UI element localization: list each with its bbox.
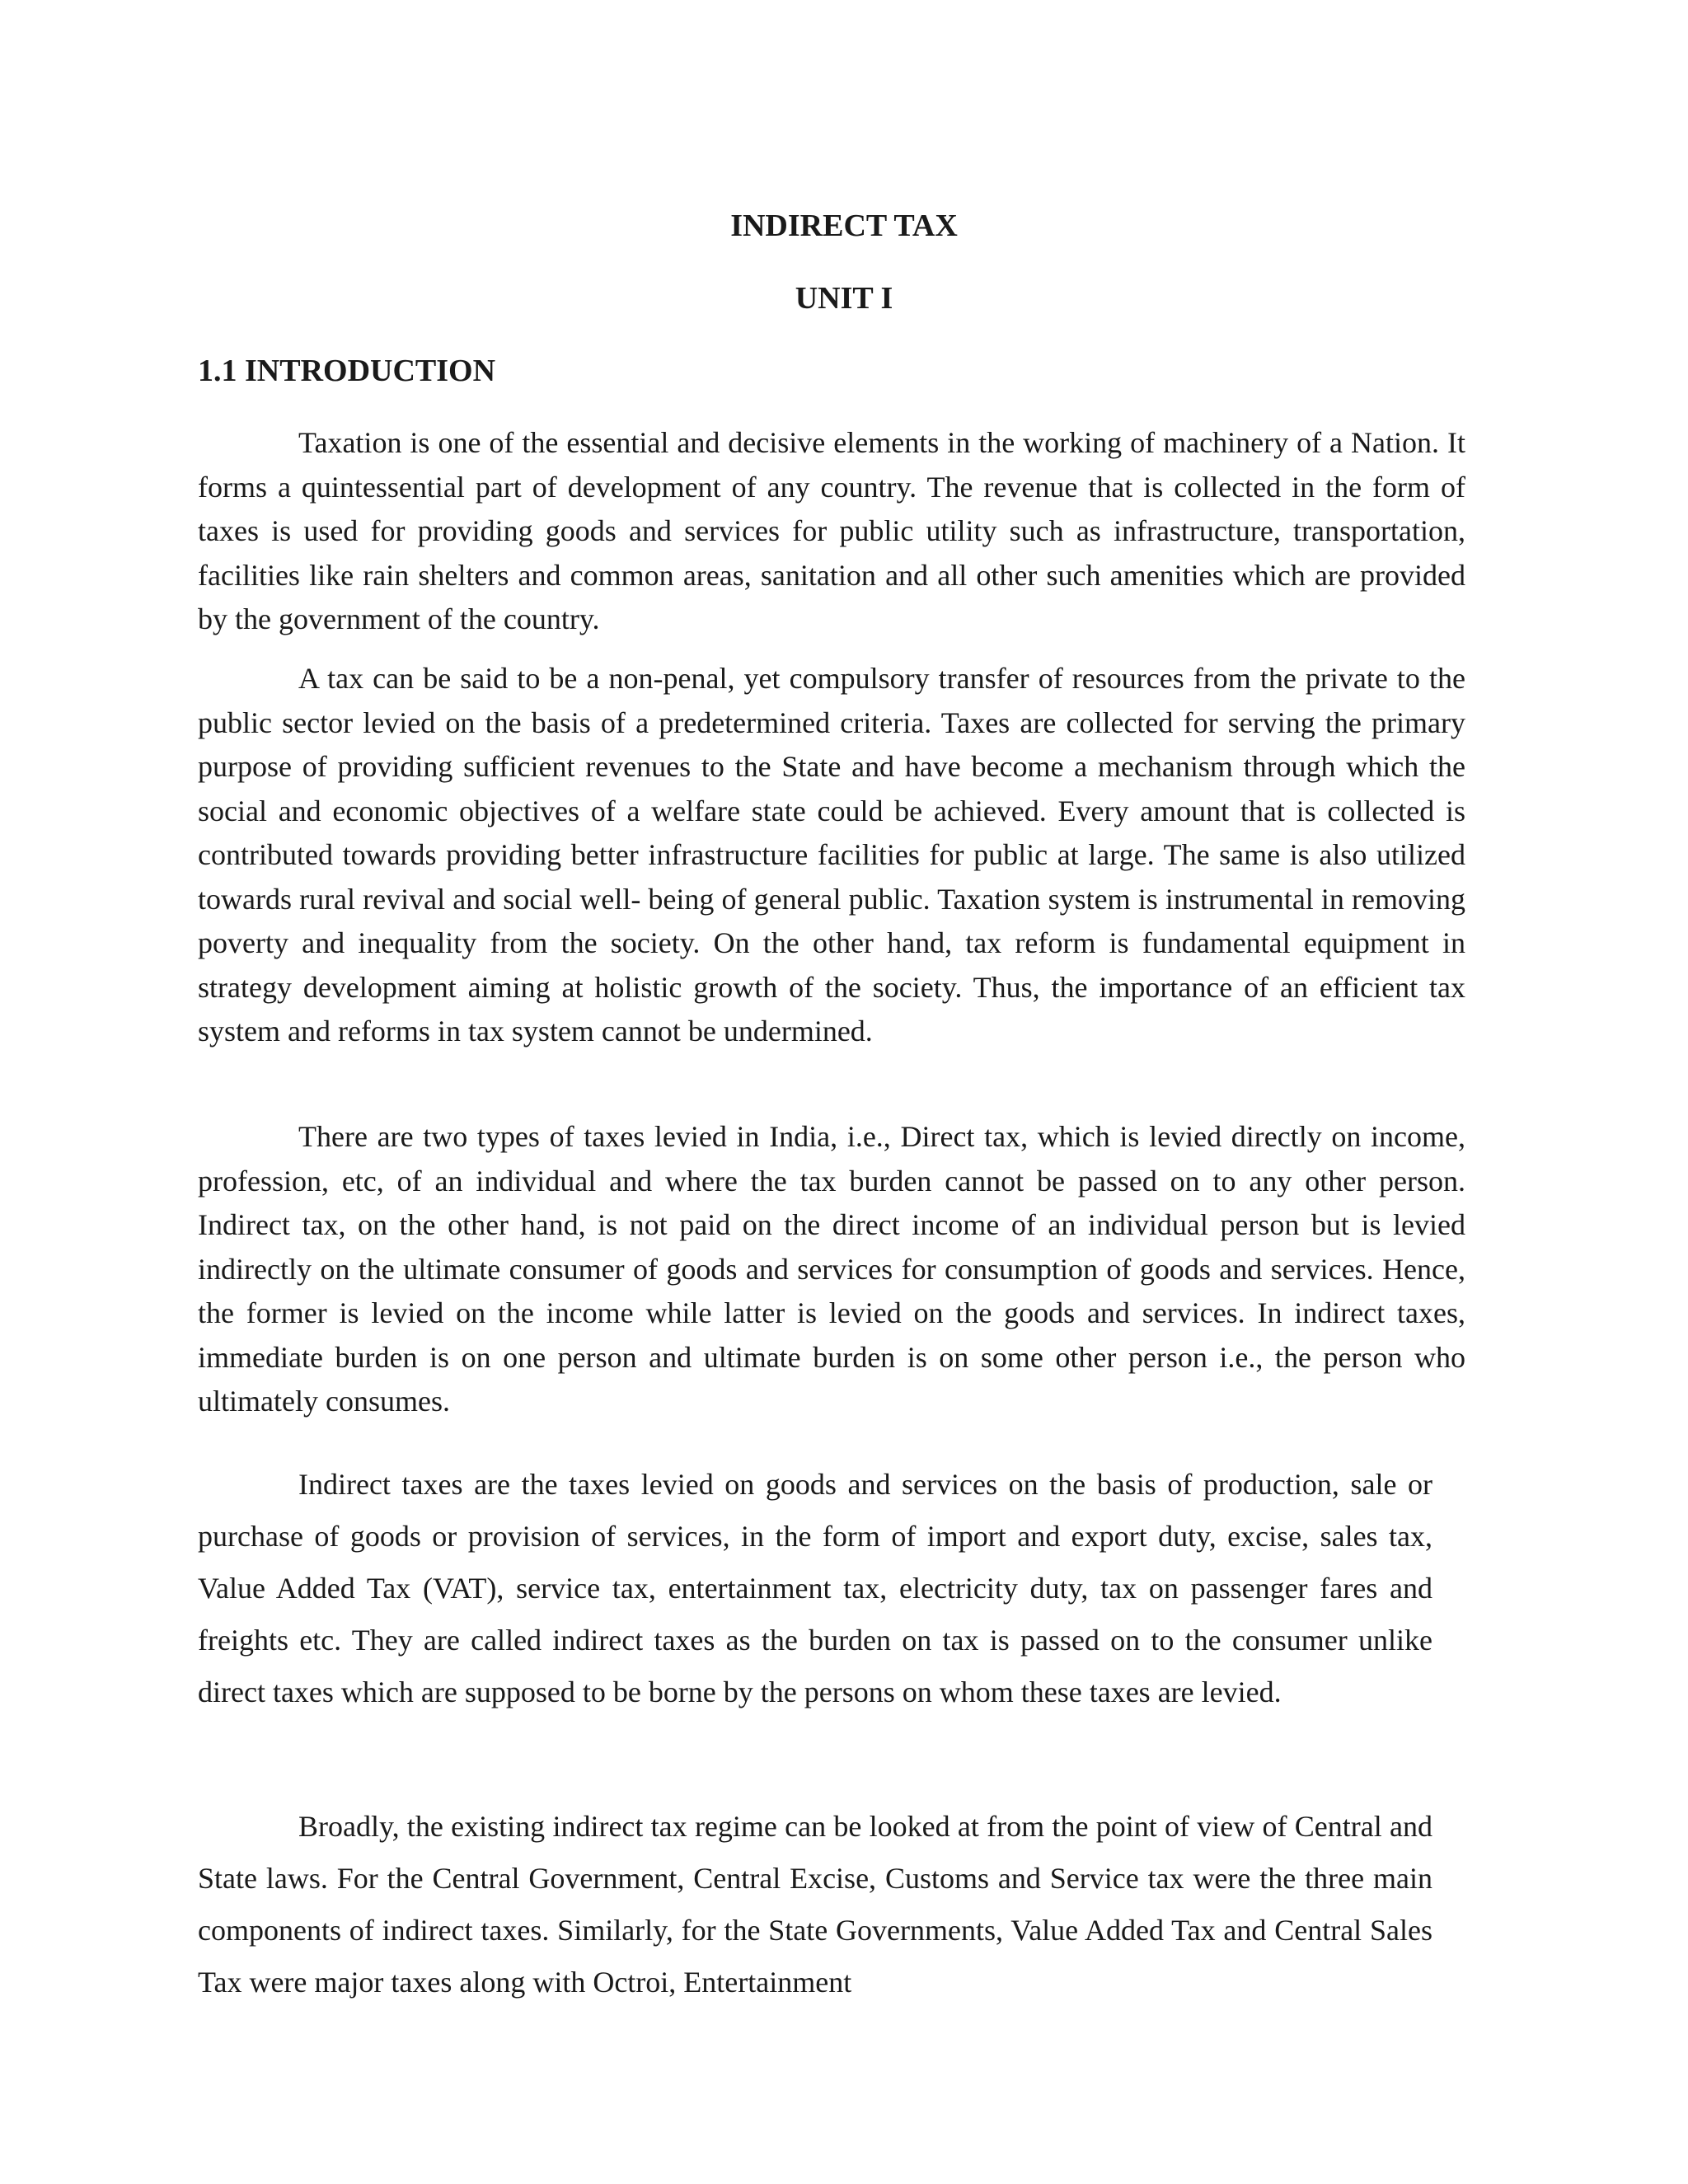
document-title: INDIRECT TAX: [730, 209, 958, 243]
unit-heading: UNIT I: [795, 281, 893, 316]
paragraph-types-of-taxes: There are two types of taxes levied in India, i.e., Direct tax, which is levied directly on income, profession, etc, of an individual and where the tax burden cannot be passed on to any other person. Indirect tax, on the other hand, is not paid on the direct income of an individual person but is levied indirectly on the ultimate consumer of goods and services for consumption of goods and services. Hence, the former is levied on the income while latter is levied on the goods and services. In indirect taxes, immediate burden is on one person and ultimate burden is on some other person i.e., the person who ultimately consumes.: [198, 1120, 1465, 1418]
paragraph-tax-definition: A tax can be said to be a non-penal, yet compulsory transfer of resources from the private to the public sector levied on the basis of a predetermined criteria. Taxes are collected for serving the primary purpose of providing sufficient revenues to the State and have become a mechanism through which the social and economic objectives of a welfare state could be achieved. Every amount that is collected is contributed towards providing better infrastructure facilities for public at large. The same is also utilized towards rural revival and social well- being of general public. Taxation system is instrumental in removing poverty and inequality from the society. On the other hand, tax reform is fundamental equipment in strategy development aiming at holistic growth of the society. Thus, the importance of an efficient tax system and reforms in tax system cannot be undermined.: [198, 662, 1465, 1047]
paragraph-indirect-taxes: Indirect taxes are the taxes levied on goods and services on the basis of production, sale or purchase of goods or provision of services, in the form of import and export duty, excise, sales tax, Value Added Tax (VAT), service tax, entertainment tax, electricity duty, tax on passenger fares and freights etc. They are called indirect taxes as the burden on tax is passed on to the consumer unlike direct taxes which are supposed to be borne by the persons on whom these taxes are levied.: [198, 1468, 1432, 1708]
section-heading: 1.1 INTRODUCTION: [198, 354, 496, 388]
paragraph-tax-regime: Broadly, the existing indirect tax regime can be looked at from the point of view of Central and State laws. For the Central Government, Central Excise, Customs and Service tax were the three main components of indirect taxes. Similarly, for the State Governments, Value Added Tax and Central Sales Tax were major taxes along with Octroi, Entertainment: [198, 1810, 1432, 1999]
paragraph-taxation-intro: Taxation is one of the essential and decisive elements in the working of machinery of a Nation. It forms a quintessential part of development of any country. The revenue that is collected in the form of taxes is used for providing goods and services for public utility such as infrastructure, transportation, facilities like rain shelters and common areas, sanitation and all other such amenities which are provided by the government of the country.: [198, 426, 1465, 635]
